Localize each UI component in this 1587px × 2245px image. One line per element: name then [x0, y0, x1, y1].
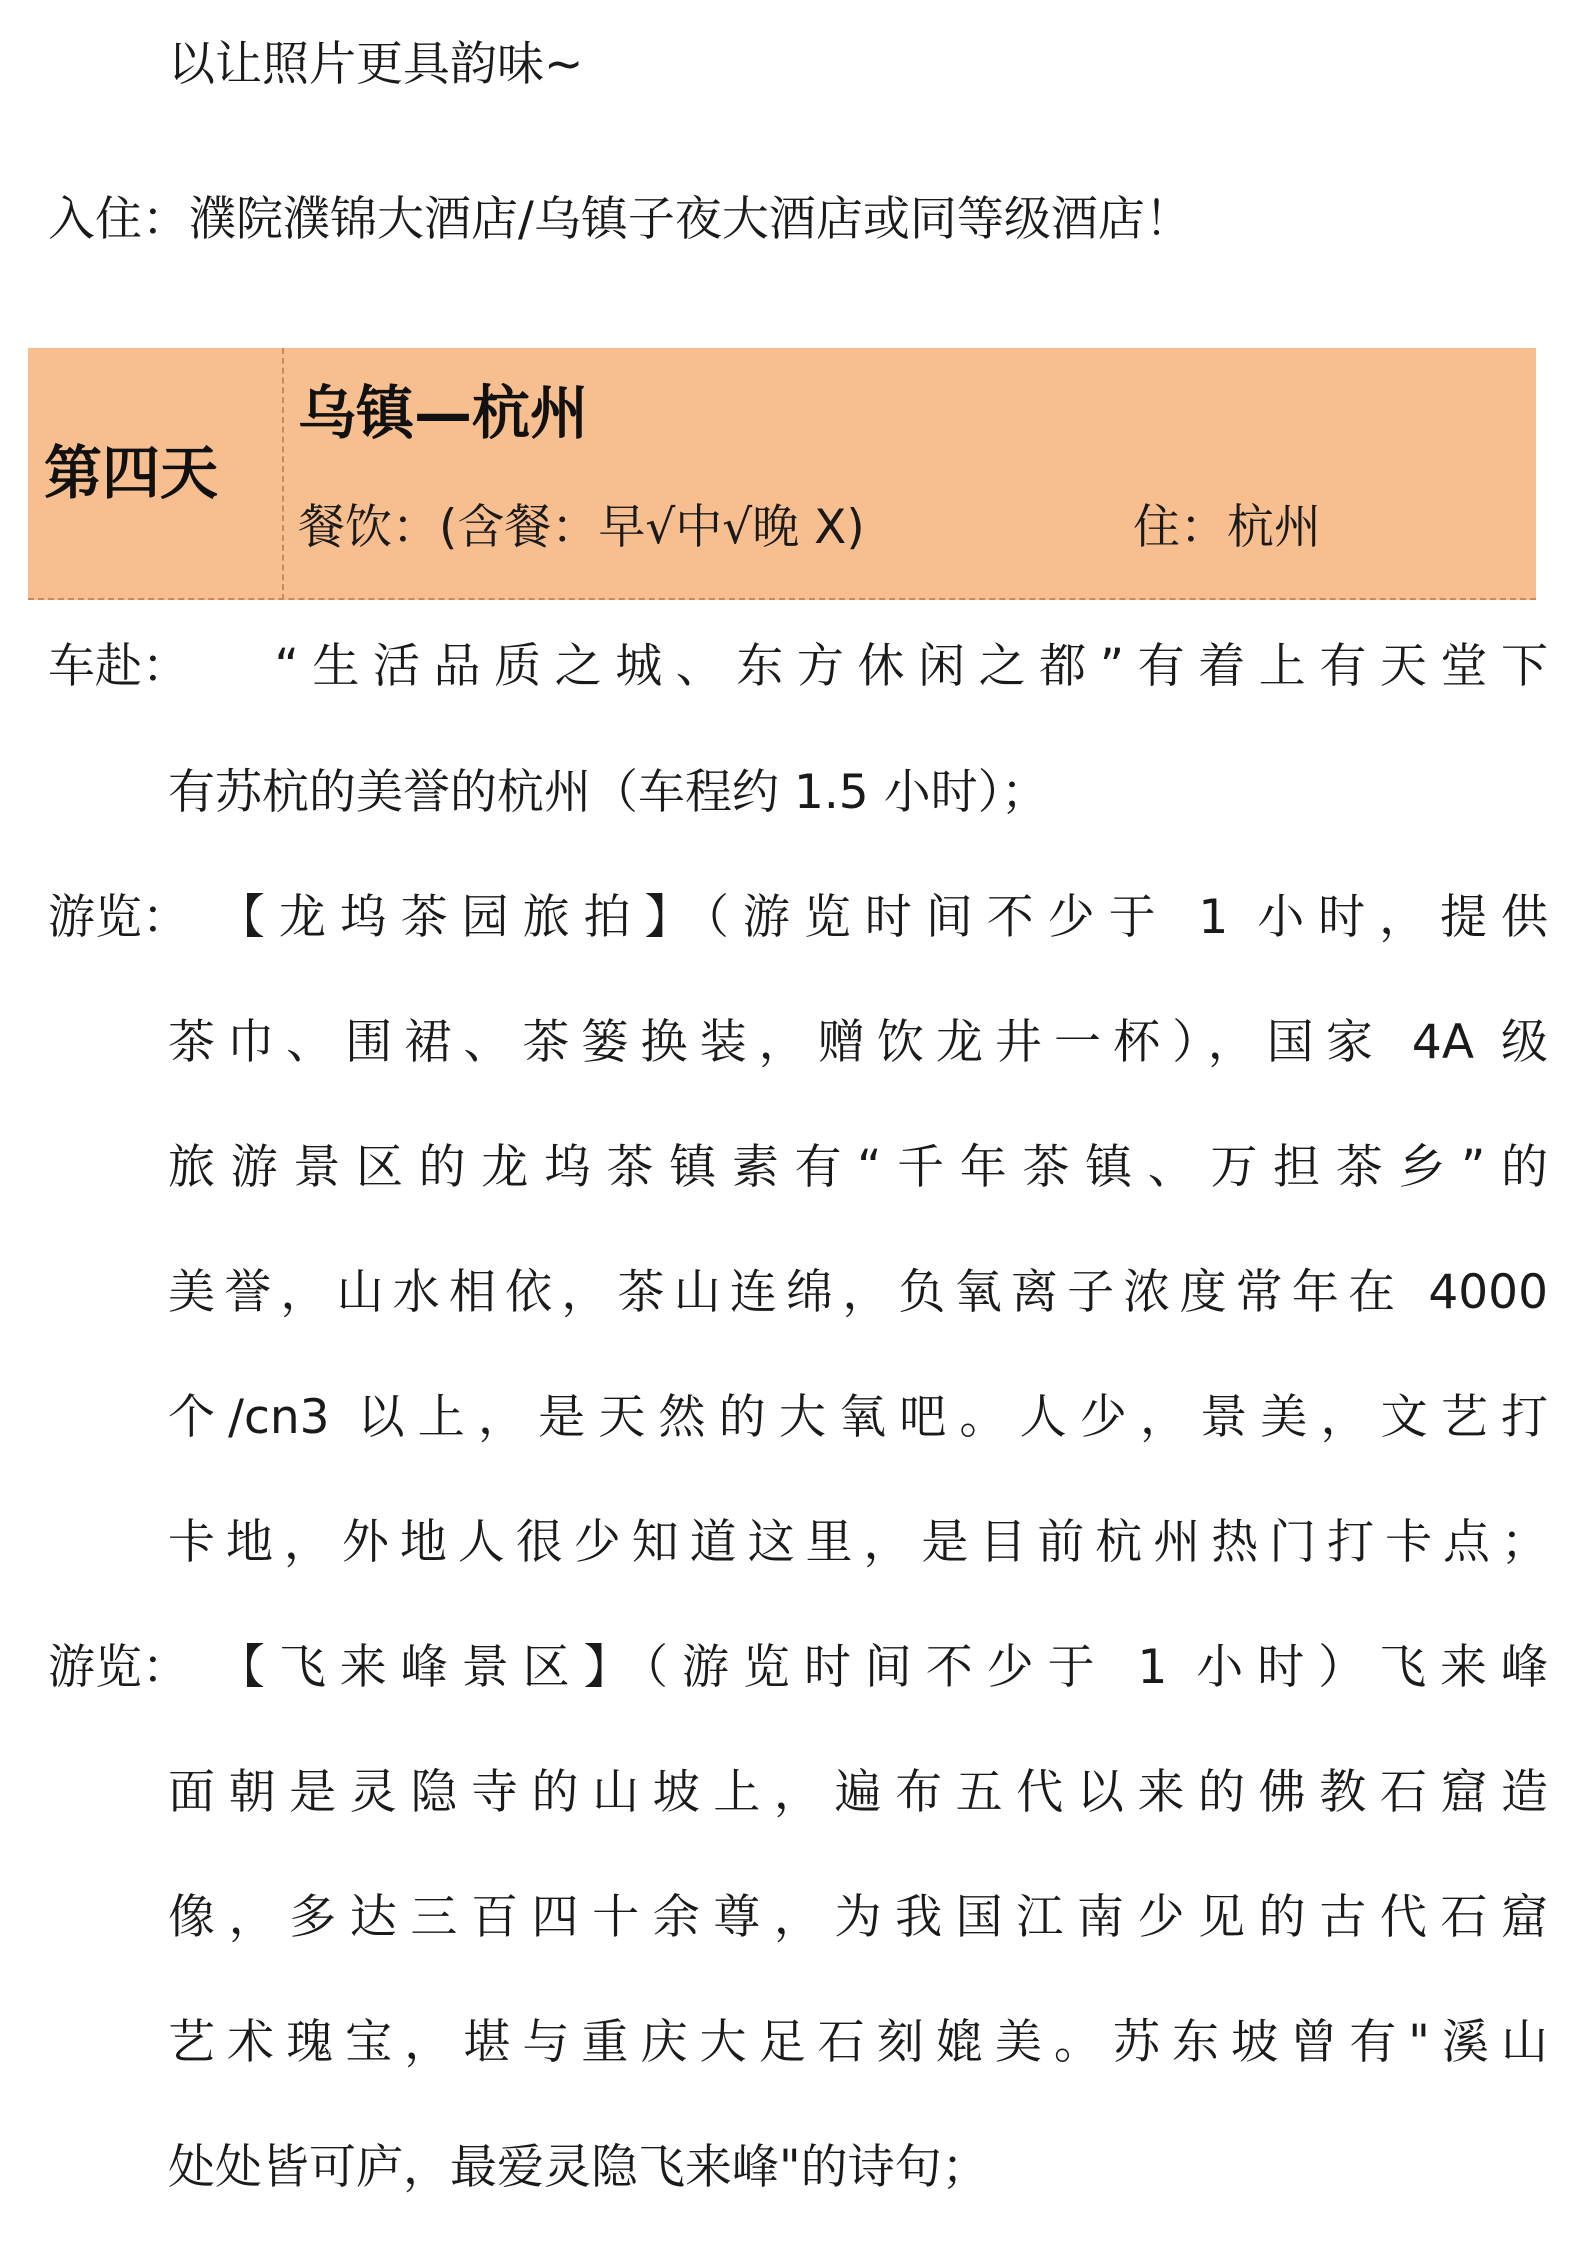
day-header	[28, 348, 1536, 600]
meals-info: 餐饮：(含餐：早√中√晚 X)	[298, 500, 865, 555]
longwu-text-1: 【龙坞茶园旅拍】（游览时间不少于 1 小时，提供	[217, 890, 1548, 945]
intro-line: 以让照片更具韵味~	[168, 37, 584, 92]
stay-info: 住：杭州	[1133, 500, 1321, 555]
feilai-text-1: 【飞来峰景区】（游览时间不少于 1 小时）飞来峰	[217, 1640, 1548, 1695]
day-label: 第四天	[44, 439, 219, 507]
checkin-line: 入住：濮院濮锦大酒店/乌镇子夜大酒店或同等级酒店！	[48, 192, 1192, 247]
longwu-label: 游览：	[48, 890, 189, 945]
transfer-line-2: 有苏杭的美誉的杭州（车程约 1.5 小时）；	[168, 765, 1049, 820]
feilai-line-3: 像，多达三百四十余尊，为我国江南少见的古代石窟	[168, 1890, 1548, 1945]
feilai-label: 游览：	[48, 1640, 189, 1695]
day-route: 乌镇—杭州	[298, 379, 589, 447]
longwu-line-3: 旅游景区的龙坞茶镇素有“千年茶镇、万担茶乡”的	[168, 1140, 1548, 1195]
feilai-line-5: 处处皆可庐，最爱灵隐飞来峰"的诗句；	[168, 2140, 989, 2195]
longwu-line-1	[48, 888, 1548, 948]
feilai-line-1	[48, 1638, 1548, 1698]
longwu-line-2: 茶巾、围裙、茶篓换装，赠饮龙井一杯），国家 4A 级	[168, 1015, 1548, 1070]
transfer-label: 车赴：	[48, 639, 189, 694]
feilai-line-4: 艺术瑰宝，堪与重庆大足石刻媲美。苏东坡曾有"溪山	[168, 2015, 1548, 2070]
longwu-line-6: 卡地，外地人很少知道这里，是目前杭州热门打卡点；	[168, 1515, 1548, 1570]
longwu-line-5: 个/cn3 以上，是天然的大氧吧。人少，景美，文艺打	[168, 1390, 1548, 1445]
longwu-line-4: 美誉，山水相依，茶山连绵，负氧离子浓度常年在 4000	[168, 1265, 1548, 1320]
feilai-line-2: 面朝是灵隐寺的山坡上，遍布五代以来的佛教石窟造	[168, 1765, 1548, 1820]
transfer-line-1	[48, 637, 1548, 697]
header-divider	[282, 348, 284, 600]
transfer-text-1: “生活品质之城、东方休闲之都”有着上有天堂下	[274, 639, 1548, 694]
